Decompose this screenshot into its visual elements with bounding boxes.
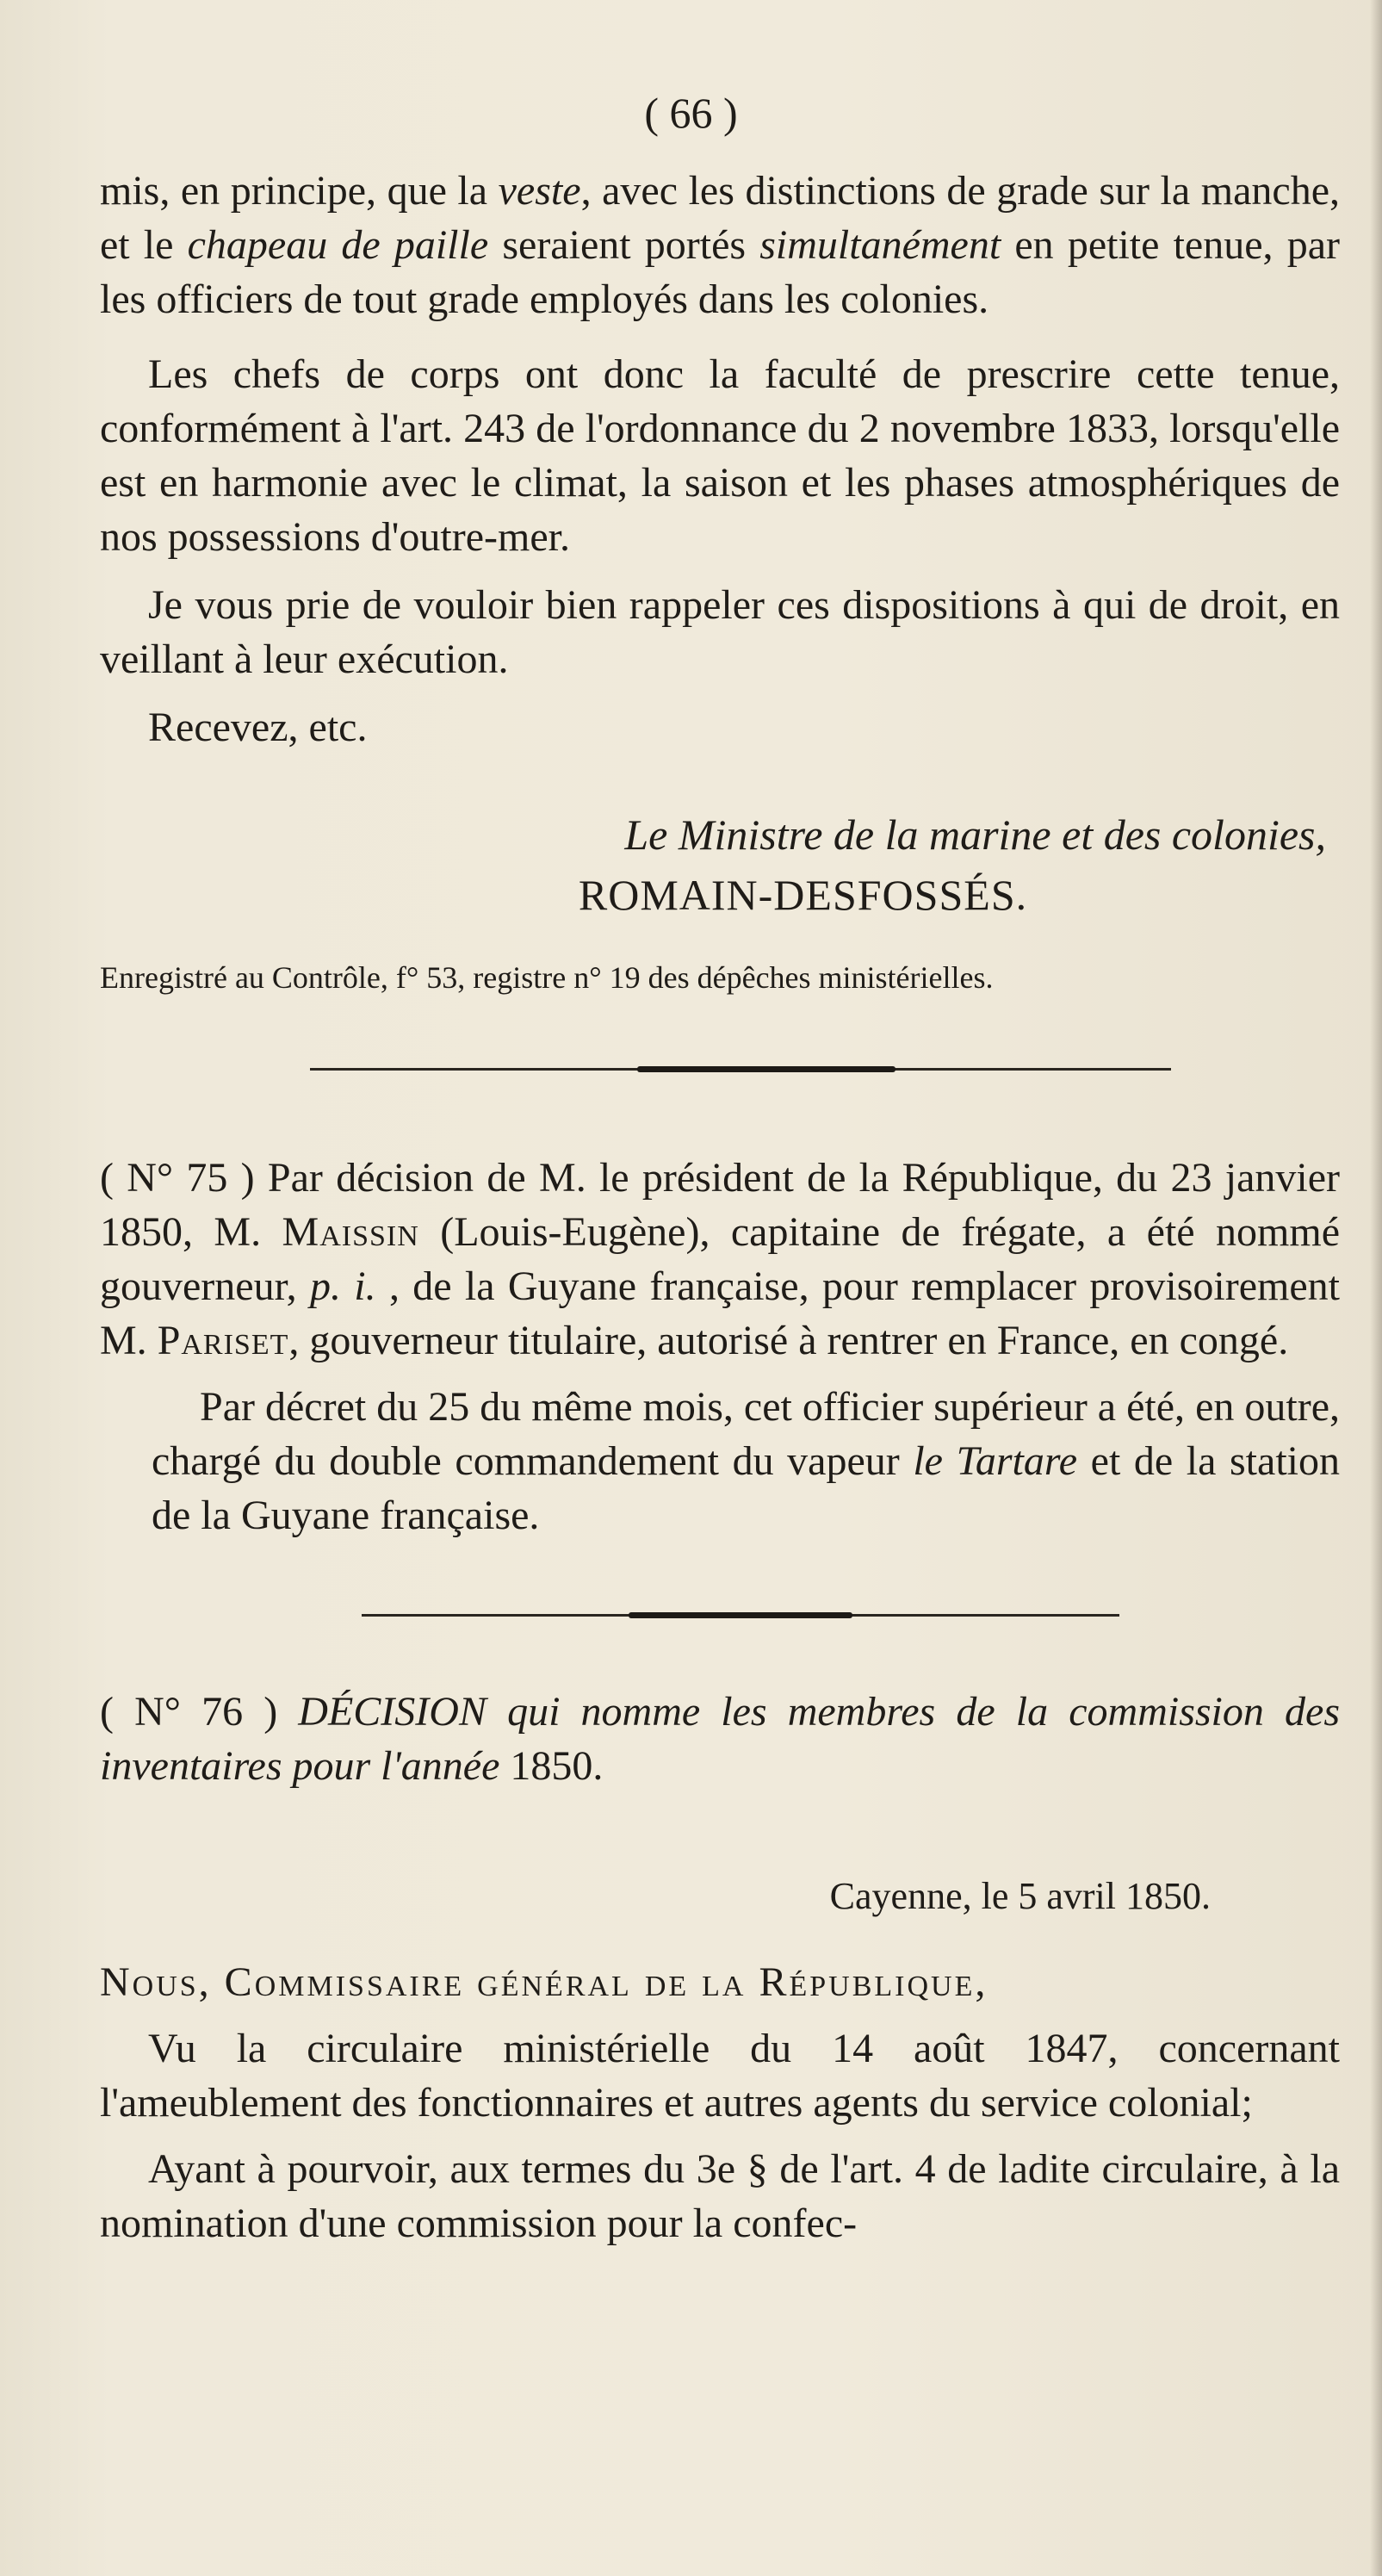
signature-title: Le Ministre de la marine et des colonies, <box>624 810 1326 859</box>
person-maissin: Maissin <box>282 1209 419 1255</box>
paragraph-chefs-de-corps: Les chefs de corps ont donc la faculté de prescrire cette tenue, conformément à l'art. 243 de l'ordonnance du 2 novembre 1833, lorsqu'elle est en harmonie avec le climat, la saison et les phases atmosphériques de nos possessions d'outre-mer. <box>100 351 1340 560</box>
paragraph-vu: Vu la circulaire ministérielle du 14 août 1847, concernant l'ameublement des fonctionnaires et autres agents du service colonial; <box>100 2026 1340 2126</box>
section-76-number: ( N° 76 ) <box>100 1689 278 1735</box>
person-pariset: Pariset <box>157 1318 289 1363</box>
circular-body <box>100 164 1340 754</box>
nous-commissaire: Nous, Commissaire général de la République, <box>100 1959 988 2005</box>
emphasis-veste: veste <box>498 168 581 214</box>
section-divider <box>362 1614 1119 1617</box>
registry-note: Enregistré au Contrôle, f° 53, registre n° 19 des dépêches ministérielles. <box>100 960 994 995</box>
section-75-number: ( N° 75 ) <box>100 1155 255 1201</box>
section-75-paragraph: ( N° 75 ) Par décision de M. le président de la République, du 23 janvier 1850, M. Maissin (Louis-Eugène), capitaine de frégate, a été nommé gouverneur, p. i. , de la Guyane française, pour remplacer provisoirement M. Pariset, gouverneur titulaire, autorisé à rentrer en France, en congé. <box>100 1155 1340 1363</box>
section-75-decree: Par décret du 25 du même mois, cet officier supérieur a été, en outre, chargé du double commandement du vapeur le Tartare et de la station de la Guyane française. <box>152 1384 1340 1538</box>
ship-name: le Tartare <box>913 1438 1078 1484</box>
paragraph-recevez: Recevez, etc. <box>148 705 368 750</box>
section-76-heading <box>100 1685 1340 1793</box>
page-edge-shadow <box>1370 0 1382 2576</box>
section-76-title: ( N° 76 ) DÉCISION qui nomme les membres de la commission des inventaires pour l'année 1850. <box>100 1689 1340 1789</box>
paragraph-ayant: Ayant à pourvoir, aux termes du 3e § de l'art. 4 de ladite circulaire, à la nomination d'une commission pour la confec- <box>100 2146 1340 2246</box>
section-75 <box>100 1151 1340 1542</box>
place-date: Cayenne, le 5 avril 1850. <box>829 1875 1211 1917</box>
paragraph-uniform: mis, en principe, que la veste, avec les distinctions de grade sur la manche, et le chapeau de paille seraient portés simultanément en petite tenue, par les officiers de tout grade employés dans les colonies. <box>100 168 1340 322</box>
signature-name: ROMAIN-DESFOSSÉS. <box>578 871 1028 919</box>
paragraph-dispositions: Je vous prie de vouloir bien rappeler ces dispositions à qui de droit, en veillant à leur exécution. <box>100 582 1340 682</box>
section-divider <box>310 1068 1171 1071</box>
emphasis-simultanement: simultanément <box>759 222 1001 268</box>
section-76-body <box>100 1955 1340 2250</box>
page-number: ( 66 ) <box>644 89 738 137</box>
emphasis-chapeau: chapeau de paille <box>187 222 489 268</box>
